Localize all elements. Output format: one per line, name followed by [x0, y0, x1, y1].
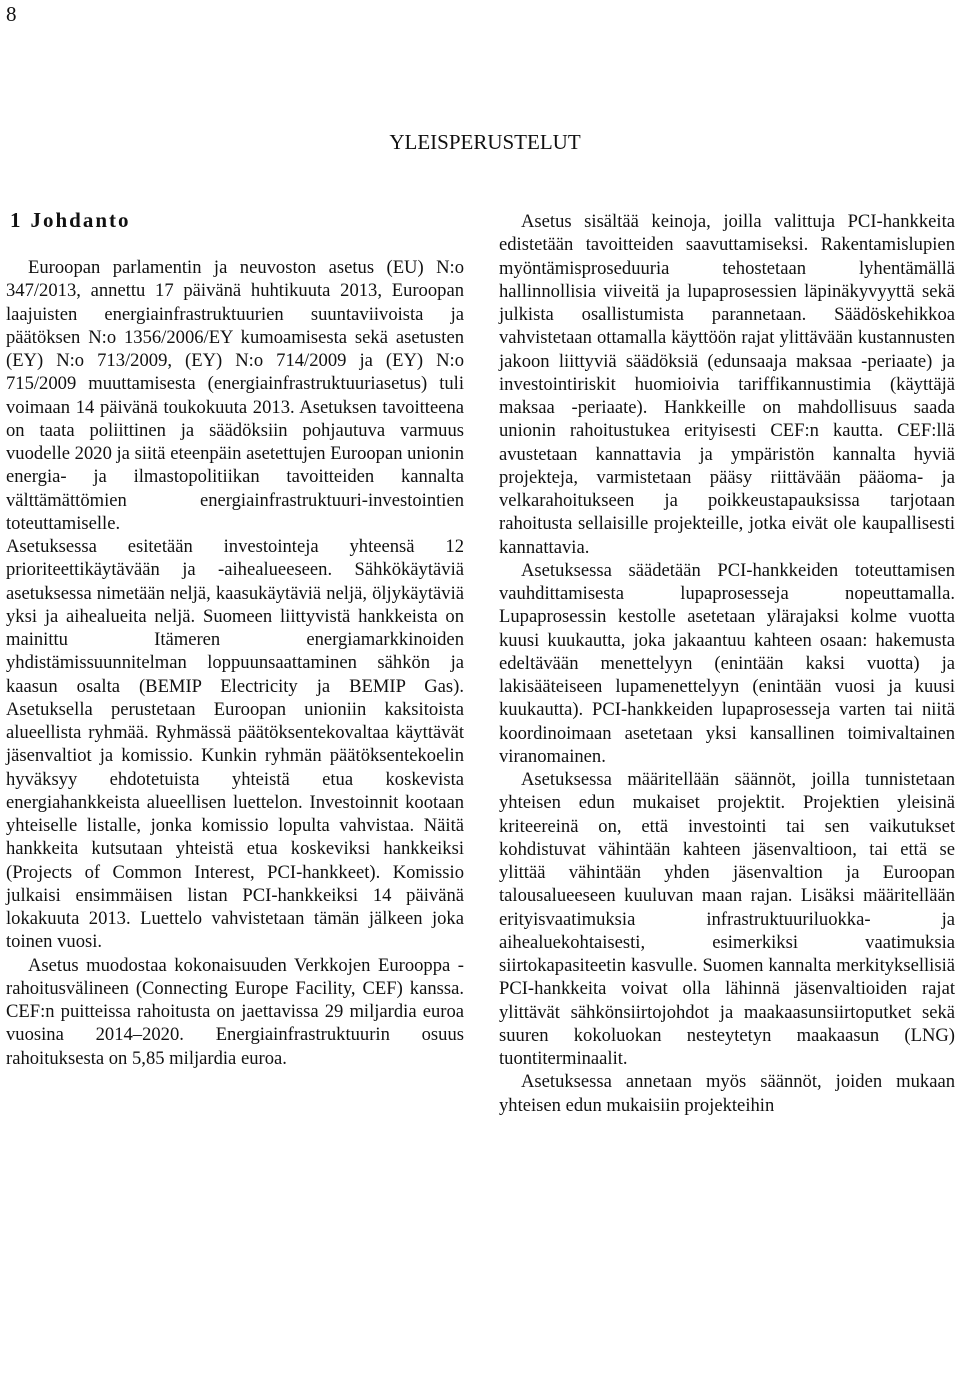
right-column — [499, 210, 955, 1117]
paragraph: Asetuksessa annetaan myös säännöt, joiden mukaan yhteisen edun mukaisiin projekteihin — [499, 1071, 955, 1116]
paragraph: Asetus sisältää keinoja, joilla valittuja PCI-hankkeita edistetään tavoitteiden saavuttamiseksi. Rakentamislupien myöntämisproseduuria tehostetaan lyhentämällä hallinnollisia viiveitä ja lupaprosessien läpinäkyvyyttä sekä julkista osallistumista parannetaan. Säädöskehikkoa vahvistetaan ottamalla käyttöön rajat ylittävään kustannusten jakoon liittyviä säädöksiä (edunsaaja maksaa -periaate) ja investointiriskit huomioivia tariffikannustimia (käyttäjä maksaa -periaate). Hankkeille on mahdollisuus saada unionin rahoitustukea erityisesti CEF:n kautta. CEF:llä avustetaan kannattavia ja ympäristön kannalta hyviä projekteja, varmistetaan pääsy riittävään pääoma- ja velkarahoitukseen ja poikkeustapauksissa tarjotaan rahoitusta sellaisille projekteille, jotka eivät ole kaupallisesti kannattavia. — [499, 211, 955, 558]
left-column — [6, 256, 464, 1070]
main-heading: YLEISPERUSTELUT — [389, 130, 581, 154]
paragraph: Asetuksessa esitetään investointeja yhteensä 12 prioriteettikäytävään ja -aihealueeseen. Sähkökäytäviä asetuksessa nimetään neljä, kaasukäytäviä neljä, öljykäytäviä yksi ja aihealueita neljä. Suomeen liittyvistä hankkeista on mainittu Itämeren energiamarkkinoiden yhdistämissuunnitelman loppuunsaattaminen sähkön ja kaasun osalta (BEMIP Electricity ja BEMIP Gas). Asetuksella perustetaan Euroopan unioniin kaksitoista alueellista ryhmää. Ryhmässä päätöksentekovaltaa käyttävät jäsenvaltiot ja komissio. Kunkin ryhmän päätöksentekoelin hyväksyy ehdotetuista yhteistä etua koskevista energiahankkeista alueellisen luettelon. Investoinnit kootaan yhteiselle listalle, jonka komissio lopulta vahvistaa. Näitä hankkeita kutsutaan yhteistä etua koskeviksi hankkeiksi (Projects of Common Interest, PCI-hankkeet). Komissio julkaisi ensimmäisen listan PCI-hankkeiksi 14 päivänä lokakuuta 2013. Luettelo vahvistetaan tämän jälkeen joka toinen vuosi. — [6, 536, 464, 953]
section-title — [10, 208, 131, 233]
paragraph: Asetus muodostaa kokonaisuuden Verkkojen Eurooppa -rahoitusvälineen (Connecting Europe Facility, CEF) kanssa. CEF:n puitteissa rahoitusta on jaettavissa 29 miljardia euroa vuosina 2014–2020. Energiainfrastruktuurin osuus rahoituksesta on 5,85 miljardia euroa. — [6, 954, 464, 1069]
paragraph: Asetuksessa säädetään PCI-hankkeiden toteuttamisen vauhdittamisesta lupaprosesseja nopeuttamalla. Lupaprosessin kestolle asetetaan ylärajaksi kolme vuotta kuusi kuukautta, joka jakaantuu kahteen osaan: hakemusta edeltävään menettelyyn (enintään kaksi vuotta) ja lakisääteiseen lupamenettelyyn (enintään vuosi ja kuusi kuukautta). PCI-hankkeiden lupaprosesseja varten tai niitä koordinoimaan asetetaan yksi kansallinen toimivaltainen viranomainen. — [499, 559, 955, 767]
section-label: Johdanto — [30, 208, 131, 232]
section-number: 1 — [10, 208, 21, 232]
paragraph: Euroopan parlamentin ja neuvoston asetus (EU) N:o 347/2013, annettu 17 päivänä huhtikuuta 2013, Euroopan laajuisten energiainfrastruktuurien suuntaviivoista ja päätöksen N:o 1356/2006/EY kumoamisesta sekä asetusten (EY) N:o 713/2009, (EY) N:o 714/2009 ja (EY) N:o 715/2009 muuttamisesta (energiainfrastruktuuriasetus) tuli voimaan 14 päivänä toukokuuta 2013. Asetuksen tavoitteena on taata poliittinen ja säädöksiin pohjautuva varmuus vuodelle 2020 ja siitä eteenpäin asetettujen Euroopan unionin energia- ja ilmastopolitiikan tavoitteiden kannalta välttämättömien energiainfrastruktuuri-investointien toteuttamiselle. — [6, 257, 464, 534]
page-number: 8 — [6, 2, 17, 26]
paragraph: Asetuksessa määritellään säännöt, joilla tunnistetaan yhteisen edun mukaiset projektit. Projektien yleisinä kriteereinä on, että investointi tai sen vaikutukset kohdistuvat vähintään kahteen jäsenvaltioon, tai että se ylittää vähintään yhden jäsenvaltion ja Euroopan talousalueeseen kuuluvan maan rajan. Lisäksi määritellään erityisvaatimuksia infrastruktuuriluokka- ja aihealuekohtaisesti, esimerkiksi vaatimuksia siirtokapasiteetin kasvulle. Suomen kannalta merkityksellisiä PCI-hankkeita voivat olla lähinnä jäsenvaltioiden rajat ylittävät sähkönsiirtojohdot ja maakaasunsiirtoputket sekä suuren kokoluokan nesteytetyn maakaasun (LNG) tuontiterminaalit. — [499, 769, 955, 1069]
